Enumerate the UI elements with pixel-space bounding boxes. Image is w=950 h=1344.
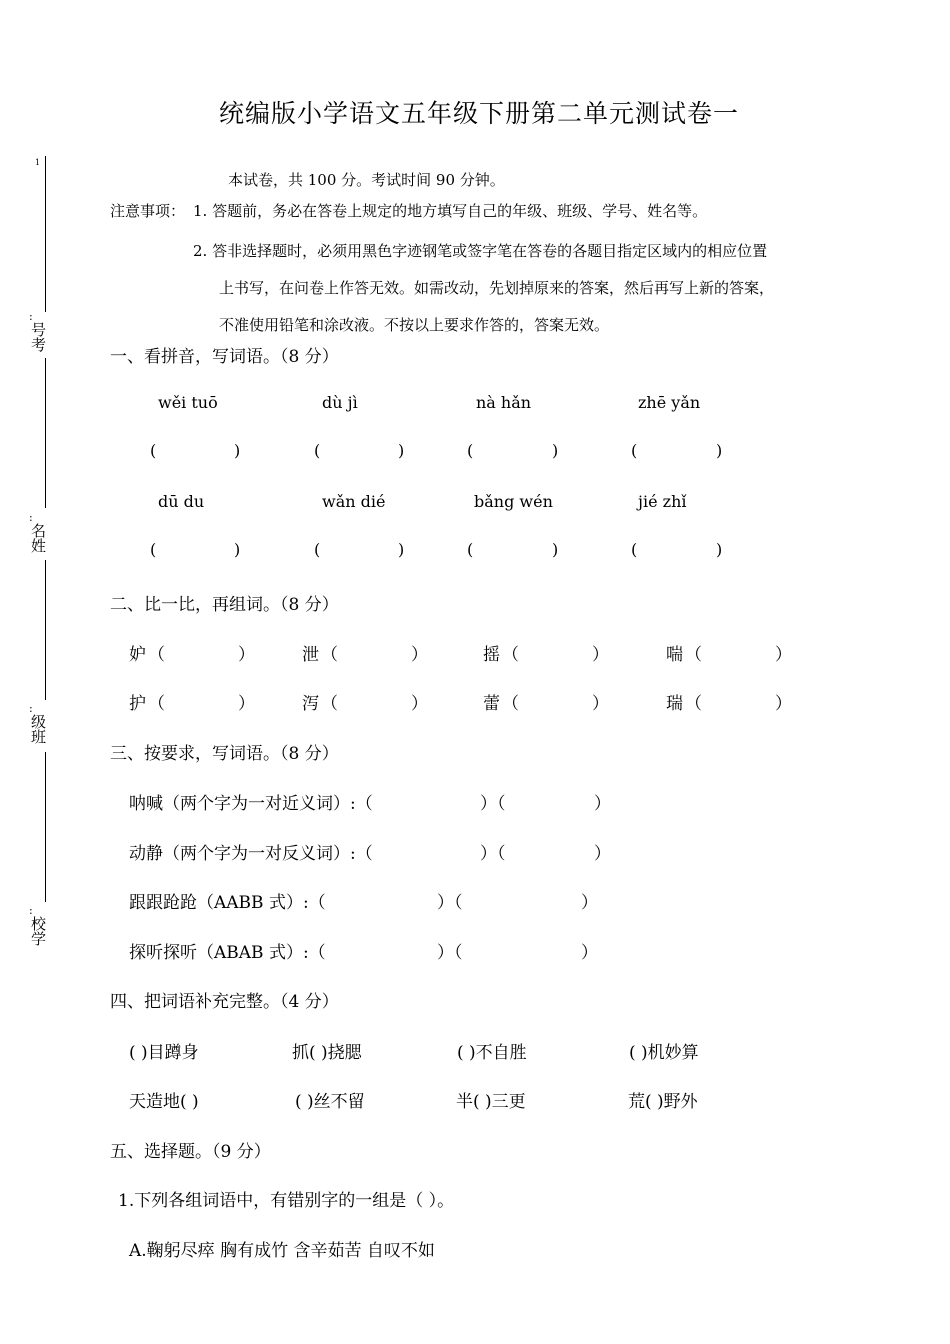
notice-item-1: 1. 答题前，务必在答卷上规定的地方填写自己的年级、班级、学号、姓名等。 xyxy=(193,202,708,220)
pinyin: dù jì xyxy=(322,393,358,412)
idiom-blank[interactable]: ( )机妙算 xyxy=(629,1043,699,1063)
pinyin: bǎng wén xyxy=(474,492,553,511)
section-4-heading: 四、把词语补充完整。（4 分） xyxy=(110,992,339,1012)
section-2-heading: 二、比一比，再组词。（8 分） xyxy=(110,595,339,615)
pinyin: jié zhǐ xyxy=(638,492,687,511)
margin-line xyxy=(45,560,46,700)
section-1-heading: 一、看拼音，写词语。（8 分） xyxy=(110,347,339,367)
notice-label: 注意事项： xyxy=(110,202,186,220)
idiom-blank[interactable]: 抓( )挠腮 xyxy=(292,1043,362,1063)
margin-line xyxy=(45,752,46,902)
pinyin: nà hǎn xyxy=(476,393,532,412)
margin-label-name: 名姓 xyxy=(29,523,47,553)
idiom-blank[interactable]: 荒( )野外 xyxy=(628,1092,698,1112)
margin-dots: : xyxy=(29,702,33,715)
margin-dots: : xyxy=(29,904,33,917)
exam-info: 本试卷，共 100 分。考试时间 90 分钟。 xyxy=(228,171,505,189)
idiom-blank[interactable]: 天造地( ) xyxy=(129,1092,199,1112)
idiom-blank[interactable]: ( )不自胜 xyxy=(457,1043,527,1063)
idiom-blank[interactable]: ( )丝不留 xyxy=(295,1092,365,1112)
page-title: 统编版小学语文五年级下册第二单元测试卷一 xyxy=(219,99,740,128)
pinyin: dū du xyxy=(158,492,205,511)
pinyin: wǎn dié xyxy=(322,492,386,511)
question-1-option-a[interactable]: A.鞠躬尽瘁 胸有成竹 含辛茹苦 自叹不如 xyxy=(129,1241,435,1261)
pinyin: wěi tuō xyxy=(158,393,218,412)
margin-label-exam-number: 号考 xyxy=(29,322,47,352)
margin-line xyxy=(45,156,46,312)
margin-dots: : xyxy=(29,310,33,323)
notice-item-2-line-3: 不准使用铅笔和涂改液。不按以上要求作答的，答案无效。 xyxy=(219,316,610,334)
notice-item-2-line-1: 2. 答非选择题时，必须用黑色字迹钢笔或签字笔在答卷的各题目指定区域内的相应位置 xyxy=(193,242,768,260)
margin-label-class: 级班 xyxy=(29,714,47,744)
section-3-heading: 三、按要求，写词语。（8 分） xyxy=(110,744,339,764)
notice-item-2-line-2: 上书写，在问卷上作答无效。如需改动，先划掉原来的答案，然后再写上新的答案， xyxy=(219,279,775,297)
question-1[interactable]: 1.下列各组词语中，有错别字的一组是（ ）。 xyxy=(118,1191,455,1211)
margin-mark: 1 xyxy=(35,158,41,167)
section-5-heading: 五、选择题。（9 分） xyxy=(110,1142,271,1162)
idiom-blank[interactable]: 半( )三更 xyxy=(456,1092,526,1112)
margin-dots: : xyxy=(29,511,33,524)
pinyin: zhē yǎn xyxy=(638,393,701,412)
margin-line xyxy=(45,358,46,508)
margin-label-school: 校学 xyxy=(29,916,47,946)
idiom-blank[interactable]: ( )目蹲身 xyxy=(129,1043,199,1063)
